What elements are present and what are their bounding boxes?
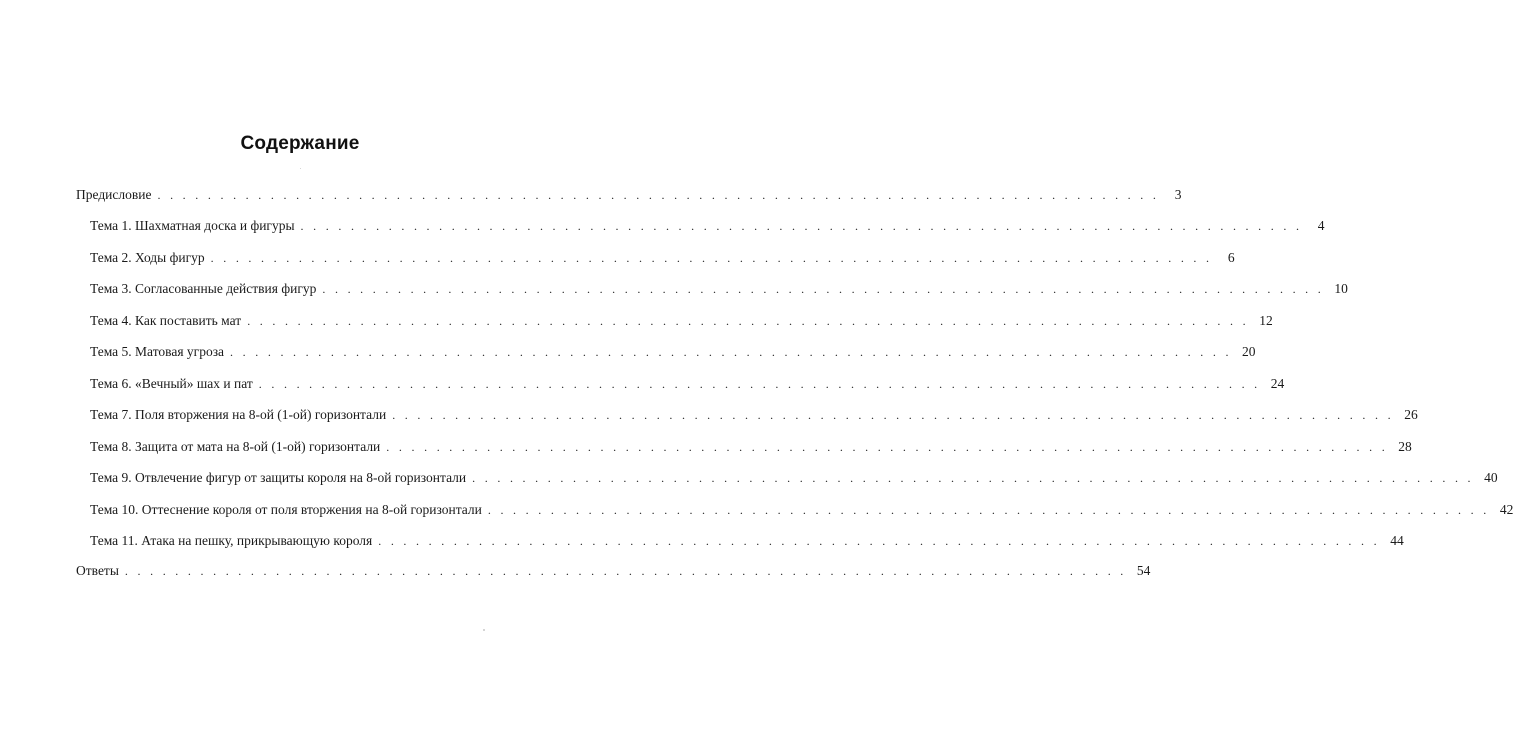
scan-speck (483, 629, 485, 631)
toc-entry-topic-3[interactable] (90, 279, 1348, 299)
toc-entry-page: 26 (1404, 407, 1418, 422)
toc-entry-label: Тема 10. Оттеснение короля от поля вторжения на 8-ой горизонтали (90, 502, 482, 517)
toc-entry-label: Предисловие (76, 187, 152, 202)
toc-entry-topic-11[interactable] (90, 531, 1404, 551)
toc-entry-label: Тема 2. Ходы фигур (90, 250, 205, 265)
page-title: Содержание (240, 133, 360, 154)
toc-entry-page: 10 (1334, 281, 1348, 296)
toc-entry-topic-6[interactable] (90, 374, 1285, 394)
dot-leader: ................................................................................ (124, 564, 1133, 578)
dot-leader: ................................................................................ (378, 534, 1387, 548)
toc-entry-label: Тема 5. Матовая угроза (90, 344, 225, 359)
toc-entry-topic-5[interactable] (90, 342, 1256, 362)
toc-entry-page: 6 (1227, 250, 1235, 265)
toc-entry-label: Ответы (76, 563, 119, 578)
toc-entry-page: 44 (1390, 533, 1404, 548)
toc-entry-page: 20 (1242, 344, 1256, 359)
toc-entry-page: 28 (1398, 439, 1412, 454)
dot-leader: ................................................................................ (210, 251, 1219, 265)
toc-entry-label: Тема 6. «Вечный» шах и пат (90, 376, 253, 391)
toc-entry-page: 3 (1174, 187, 1182, 202)
dot-leader: ................................................................................ (392, 408, 1401, 422)
toc-entry-label: Тема 11. Атака на пешку, прикрывающую короля (90, 533, 373, 548)
dot-leader: ................................................................................ (472, 471, 1481, 485)
toc-entry-topic-8[interactable] (90, 437, 1412, 457)
toc-entry-label: Тема 7. Поля вторжения на 8-ой (1-ой) горизонтали (90, 407, 387, 422)
toc-entry-label: Тема 9. Отвлечение фигур от защиты короля на 8-ой горизонтали (90, 470, 467, 485)
toc-entry-page: 4 (1317, 218, 1325, 233)
toc-entry-label: Тема 4. Как поставить мат (90, 313, 242, 328)
toc-entry-topic-1[interactable] (90, 216, 1325, 236)
toc-entry-label: Тема 1. Шахматная доска и фигуры (90, 218, 295, 233)
toc-entry-page: 40 (1484, 470, 1498, 485)
toc-entry-preface[interactable] (76, 185, 1182, 205)
dot-leader: ................................................................................ (386, 440, 1395, 454)
scan-speck (300, 168, 301, 169)
toc-entry-topic-9[interactable] (90, 468, 1498, 488)
dot-leader: ................................................................................ (300, 219, 1309, 233)
toc-entry-page: 24 (1270, 376, 1285, 391)
dot-leader: ................................................................................ (230, 345, 1239, 359)
toc-entry-topic-2[interactable] (90, 248, 1235, 268)
toc-entry-page: 54 (1136, 563, 1151, 578)
dot-leader: ................................................................................ (157, 188, 1166, 202)
toc-entry-answers[interactable] (76, 561, 1151, 581)
dot-leader: ................................................................................ (322, 282, 1331, 296)
dot-leader: ................................................................................ (487, 503, 1496, 517)
dot-leader: ................................................................................ (247, 314, 1256, 328)
toc-entry-label: Тема 8. Защита от мата на 8-ой (1-ой) горизонтали (90, 439, 381, 454)
dot-leader: ................................................................................ (258, 377, 1267, 391)
toc-entry-page: 12 (1259, 313, 1273, 328)
toc-entry-topic-7[interactable] (90, 405, 1418, 425)
toc-entry-topic-4[interactable] (90, 311, 1273, 331)
toc-entry-topic-10[interactable] (90, 500, 1513, 520)
toc-entry-page: 42 (1499, 502, 1513, 517)
toc-entry-label: Тема 3. Согласованные действия фигур (90, 281, 317, 296)
